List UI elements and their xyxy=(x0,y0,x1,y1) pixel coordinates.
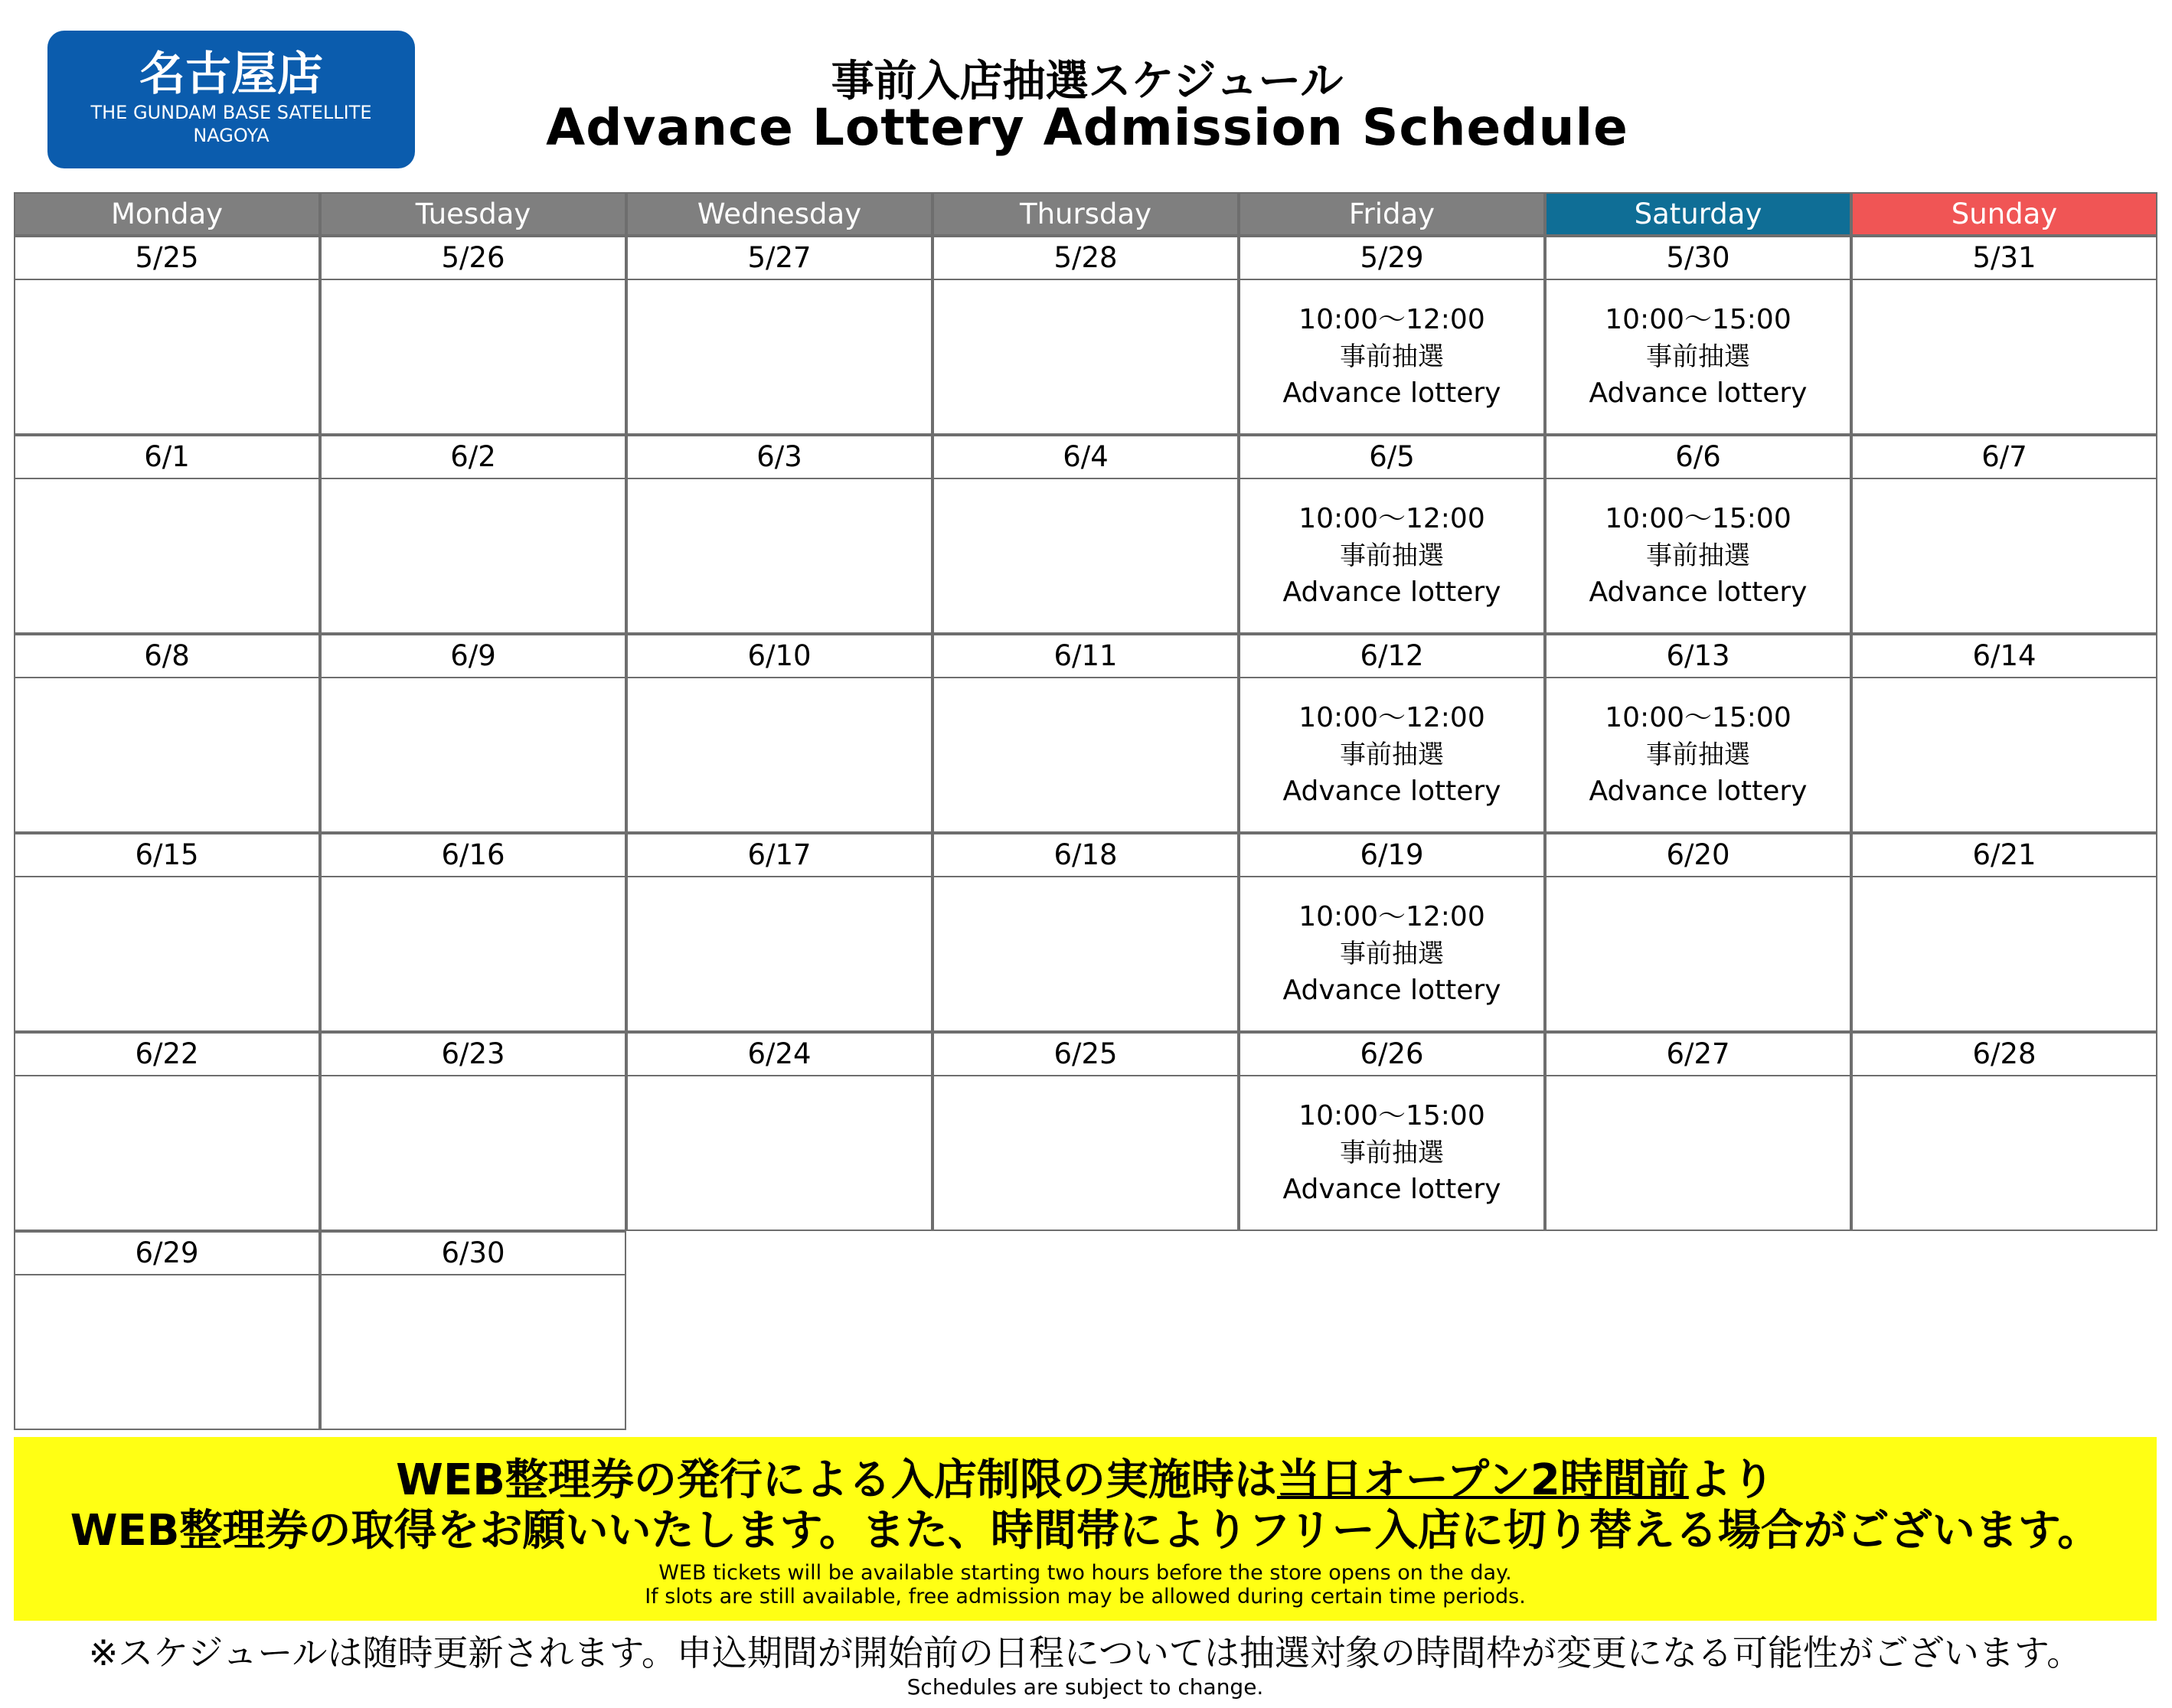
event-time: 10:00～15:00 xyxy=(1605,503,1791,534)
day-content-cell xyxy=(14,1274,320,1430)
date-cell: 5/30 xyxy=(1545,236,1851,280)
event-title-ja: 事前抽選 xyxy=(1340,540,1444,571)
day-content-cell xyxy=(1851,1075,2157,1231)
event-title-ja: 事前抽選 xyxy=(1340,939,1444,969)
store-badge xyxy=(47,31,415,168)
day-content-cell xyxy=(320,478,626,634)
date-cell: 6/1 xyxy=(14,435,320,479)
store-subtitle-city: NAGOYA xyxy=(193,125,269,146)
notice-line-1-pre: WEB整理券の発行による入店制限の実施時は xyxy=(396,1455,1277,1505)
day-content-cell xyxy=(14,876,320,1032)
date-cell: 6/10 xyxy=(626,634,932,678)
event-title-en: Advance lottery xyxy=(1282,377,1501,409)
date-cell: 6/2 xyxy=(320,435,626,479)
lottery-event xyxy=(1240,501,1543,611)
day-content-cell xyxy=(626,279,932,435)
date-cell: 5/26 xyxy=(320,236,626,280)
notice-line-2: WEB整理券の取得をお願いいたします。また、時間帯によりフリー入店に切り替える場合がございます。 xyxy=(70,1506,2101,1556)
notice-line-1-emphasis: 当日オープン2時間前 xyxy=(1276,1455,1689,1505)
date-cell: 6/29 xyxy=(14,1231,320,1275)
date-cell: 6/12 xyxy=(1239,634,1545,678)
event-time: 10:00～12:00 xyxy=(1298,304,1485,335)
weekday-header-saturday: Saturday xyxy=(1545,192,1851,236)
lottery-event xyxy=(1240,1098,1543,1208)
lottery-event xyxy=(1547,501,1850,611)
day-content-cell xyxy=(1851,478,2157,634)
day-content-cell xyxy=(1239,677,1545,833)
notice-line-4: If slots are still available, free admission may be allowed during certain time periods. xyxy=(645,1585,1526,1608)
day-content-cell xyxy=(14,1075,320,1231)
weekday-header-thursday: Thursday xyxy=(932,192,1239,236)
day-content-cell xyxy=(1239,279,1545,435)
day-content-cell xyxy=(1851,279,2157,435)
day-content-cell xyxy=(320,1274,626,1430)
event-title-ja: 事前抽選 xyxy=(1340,1138,1444,1168)
date-cell: 6/20 xyxy=(1545,833,1851,877)
event-title-en: Advance lottery xyxy=(1589,377,1808,409)
date-cell: 6/5 xyxy=(1239,435,1545,479)
event-title-en: Advance lottery xyxy=(1282,1174,1501,1205)
day-content-cell xyxy=(14,478,320,634)
event-title-en: Advance lottery xyxy=(1589,576,1808,608)
date-cell: 6/30 xyxy=(320,1231,626,1275)
lottery-event xyxy=(1240,302,1543,412)
event-title-en: Advance lottery xyxy=(1282,576,1501,608)
event-time: 10:00～12:00 xyxy=(1298,702,1485,733)
day-content-cell xyxy=(626,1075,932,1231)
weekday-header-tuesday: Tuesday xyxy=(320,192,626,236)
lottery-event xyxy=(1547,302,1850,412)
date-cell: 6/26 xyxy=(1239,1032,1545,1076)
page-title-ja: 事前入店抽選スケジュール xyxy=(831,57,1344,106)
day-content-cell xyxy=(1545,478,1851,634)
day-content-cell xyxy=(932,677,1239,833)
date-cell: 6/17 xyxy=(626,833,932,877)
day-content-cell xyxy=(1851,677,2157,833)
event-time: 10:00～12:00 xyxy=(1298,503,1485,534)
date-cell: 6/19 xyxy=(1239,833,1545,877)
event-time: 10:00～15:00 xyxy=(1298,1100,1485,1132)
footer-note-en: Schedules are subject to change. xyxy=(906,1674,1264,1700)
event-time: 10:00～15:00 xyxy=(1605,304,1791,335)
weekday-header-wednesday: Wednesday xyxy=(626,192,932,236)
date-cell: 6/9 xyxy=(320,634,626,678)
date-cell: 6/6 xyxy=(1545,435,1851,479)
event-title-ja: 事前抽選 xyxy=(1646,740,1750,770)
lottery-event xyxy=(1240,899,1543,1009)
event-title-ja: 事前抽選 xyxy=(1340,740,1444,770)
date-cell: 5/31 xyxy=(1851,236,2157,280)
day-content-cell xyxy=(626,677,932,833)
day-content-cell xyxy=(320,876,626,1032)
date-cell: 6/28 xyxy=(1851,1032,2157,1076)
day-content-cell xyxy=(1545,677,1851,833)
event-time: 10:00～12:00 xyxy=(1298,901,1485,932)
notice-line-3: WEB tickets will be available starting two hours before the store opens on the day. xyxy=(658,1561,1512,1585)
day-content-cell xyxy=(932,1075,1239,1231)
date-cell: 6/23 xyxy=(320,1032,626,1076)
weekday-header-sunday: Sunday xyxy=(1851,192,2157,236)
date-cell: 6/25 xyxy=(932,1032,1239,1076)
weekday-header-monday: Monday xyxy=(14,192,320,236)
day-content-cell xyxy=(626,876,932,1032)
event-title-ja: 事前抽選 xyxy=(1646,540,1750,571)
date-cell: 6/8 xyxy=(14,634,320,678)
date-cell: 6/14 xyxy=(1851,634,2157,678)
date-cell: 5/28 xyxy=(932,236,1239,280)
date-cell: 5/29 xyxy=(1239,236,1545,280)
event-title-en: Advance lottery xyxy=(1282,776,1501,807)
page-title-en: Advance Lottery Admission Schedule xyxy=(546,98,1628,157)
date-cell: 6/7 xyxy=(1851,435,2157,479)
day-content-cell xyxy=(14,677,320,833)
day-content-cell xyxy=(932,876,1239,1032)
notice-banner xyxy=(14,1437,2157,1621)
day-content-cell xyxy=(1545,1075,1851,1231)
notice-line-1 xyxy=(14,1455,2157,1506)
date-cell: 6/27 xyxy=(1545,1032,1851,1076)
date-cell: 6/15 xyxy=(14,833,320,877)
lottery-event xyxy=(1547,700,1850,810)
date-cell: 6/22 xyxy=(14,1032,320,1076)
date-cell: 6/24 xyxy=(626,1032,932,1076)
date-cell: 6/16 xyxy=(320,833,626,877)
weekday-header-friday: Friday xyxy=(1239,192,1545,236)
event-time: 10:00～15:00 xyxy=(1605,702,1791,733)
day-content-cell xyxy=(1851,876,2157,1032)
day-content-cell xyxy=(1239,478,1545,634)
day-content-cell xyxy=(1239,1075,1545,1231)
date-cell: 5/27 xyxy=(626,236,932,280)
date-cell: 6/11 xyxy=(932,634,1239,678)
store-name: 名古屋店 xyxy=(139,47,323,101)
store-subtitle: THE GUNDAM BASE SATELLITE xyxy=(90,102,372,123)
day-content-cell xyxy=(932,279,1239,435)
date-cell: 6/4 xyxy=(932,435,1239,479)
day-content-cell xyxy=(14,279,320,435)
day-content-cell xyxy=(320,279,626,435)
date-cell: 6/13 xyxy=(1545,634,1851,678)
notice-line-1-post: より xyxy=(1688,1455,1775,1505)
day-content-cell xyxy=(320,677,626,833)
date-cell: 5/25 xyxy=(14,236,320,280)
day-content-cell xyxy=(320,1075,626,1231)
event-title-en: Advance lottery xyxy=(1282,975,1501,1006)
footer-note-ja: ※スケジュールは随時更新されます。申込期間が開始前の日程については抽選対象の時間枠が変更になる可能性がございます。 xyxy=(88,1632,2082,1674)
day-content-cell xyxy=(1545,279,1851,435)
date-cell: 6/3 xyxy=(626,435,932,479)
day-content-cell xyxy=(626,478,932,634)
lottery-event xyxy=(1240,700,1543,810)
day-content-cell xyxy=(932,478,1239,634)
date-cell: 6/21 xyxy=(1851,833,2157,877)
event-title-en: Advance lottery xyxy=(1589,776,1808,807)
day-content-cell xyxy=(1239,876,1545,1032)
event-title-ja: 事前抽選 xyxy=(1340,341,1444,372)
date-cell: 6/18 xyxy=(932,833,1239,877)
day-content-cell xyxy=(1545,876,1851,1032)
event-title-ja: 事前抽選 xyxy=(1646,341,1750,372)
